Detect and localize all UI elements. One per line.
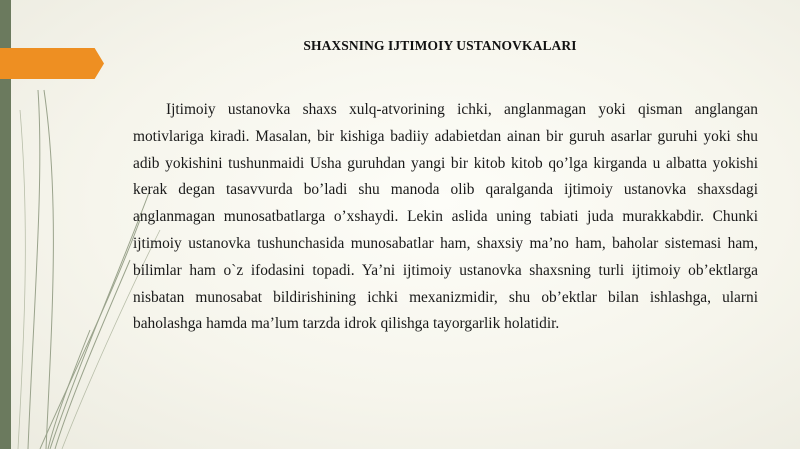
body-paragraph: Ijtimoiy ustanovka shaxs xulq-atvorining ichki, anglanmagan yoki qisman anglangan motivlariga kiradi. Masalan, bir kishiga badiiy adabietdan ainan bir guruh asarlar guruhi yoki shu adib yokishini tushunmaidi Usha guruhdan yangi bir kitob kitob qo’lga kirganda u albatta yokishi kerak degan tasavvurda bo’ladi shu manoda olib qaralganda ijtimoiy ustanovka shaxsdagi anglanmagan munosatbatlarga o’xshaydi. Lekin aslida uning tabiati juda murakkabdir. Chunki ijtimoiy ustanovka tushunchasida munosabatlar ham, shaxsiy ma’no ham, baholar sistemasi ham, bilimlar ham o`z ifodasini topadi. Ya’ni ijtimoiy ustanovka shaxsning turli ijtimoiy ob’ektlarga nisbatan munosabat bildirishining ichki mexanizmidir, shu ob’ektlar bilan ishlashga, ularni baholashga hamda ma’lum tarzda idrok qilishga tayorgarlik holatidir. — [133, 101, 758, 333]
slide-title: SHAXSNING IJTIMOIY USTANOVKALARI — [303, 38, 577, 53]
